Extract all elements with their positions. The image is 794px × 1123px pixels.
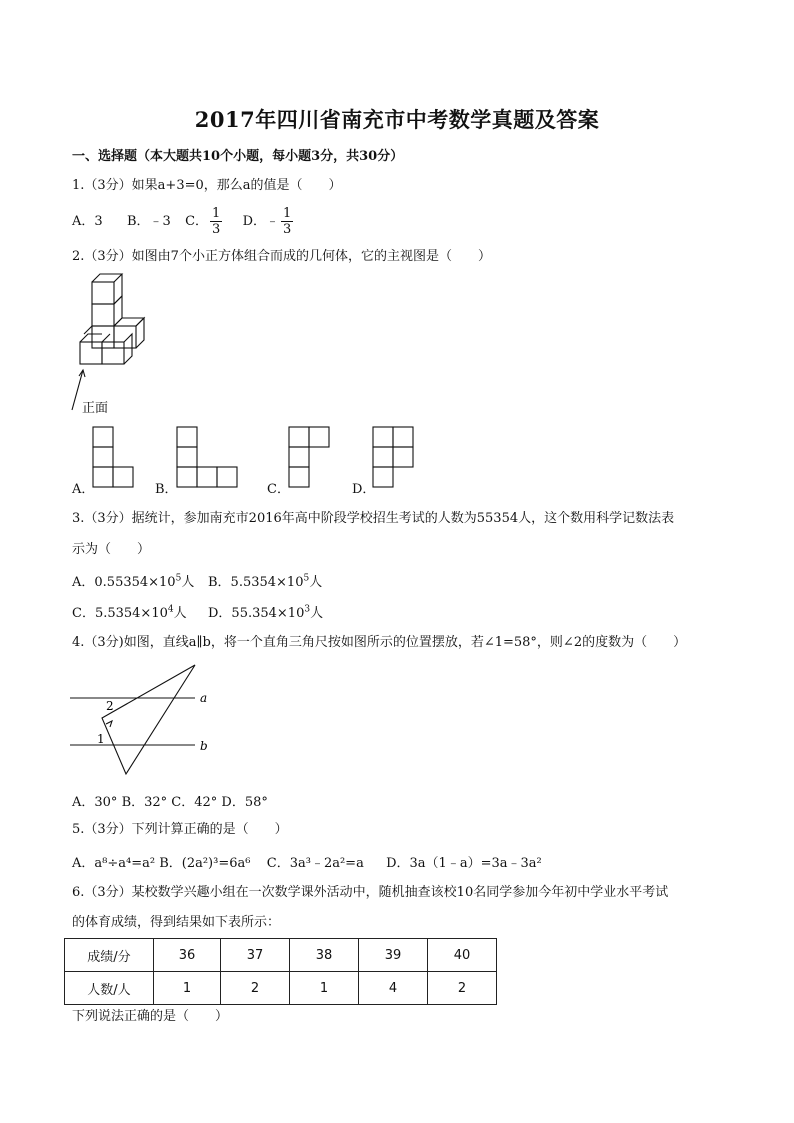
option-d-label: D．﹣ (242, 214, 280, 229)
line-b-label: b (200, 739, 208, 753)
page-title: 2017年四川省南充市中考数学真题及答案 (194, 107, 600, 132)
option-b: B．﹣3 (126, 214, 171, 229)
angle-2-label: 2 (106, 699, 114, 713)
question-4-stem: 4.（3分)如图，直线a∥b，将一个直角三角尺按如图所示的位置摆放，若∠1=58°，则∠2的度数为（ ） (72, 635, 687, 650)
option-c: C． (267, 482, 290, 497)
question-4-options: A．30° B．32° C．42° D．58° (72, 795, 268, 810)
table-row (65, 939, 497, 972)
option-b: B．(2a²)³=6a⁶ (159, 856, 251, 871)
option-b: B． (155, 482, 178, 497)
parallel-lines-triangle-figure (70, 660, 220, 780)
table-cell: 40 (428, 939, 497, 972)
table-cell: 38 (290, 939, 359, 972)
angle-1-label: 1 (97, 732, 105, 746)
table-cell: 2 (221, 972, 290, 1005)
question-3-option-a: A．$0.55354\times 10^5$人 (72, 573, 195, 590)
table-cell: 2 (428, 972, 497, 1005)
section-heading: 一、选择题（本大题共10个小题，每小题3分，共30分） (72, 149, 404, 164)
table-cell: 39 (359, 939, 428, 972)
option-d-view (372, 426, 416, 488)
question-1-stem: 1.（3分）如果a+3=0，那么a的值是（ ） (72, 178, 342, 193)
table-cell: 成绩/分 (65, 939, 154, 972)
option-d: D．3a（1﹣a）=3a﹣3a² (386, 856, 542, 871)
cube-solid-figure (70, 270, 160, 420)
option-d: D． (352, 482, 376, 497)
table-cell: 37 (221, 939, 290, 972)
option-c-view (288, 426, 332, 488)
option-a-view (92, 426, 136, 488)
question-1-options (72, 206, 295, 237)
table-cell: 1 (290, 972, 359, 1005)
option-c: C．3a³﹣2a²=a (266, 856, 364, 871)
line-a-label: a (200, 691, 208, 705)
question-3-option-b: B．$5.5354\times 10^5$人 (208, 573, 323, 590)
question-6-stem-line2: 的体育成绩，得到结果如下表所示： (72, 915, 281, 930)
question-5-options (72, 852, 542, 871)
option-c-label: C． (185, 214, 209, 229)
question-3-stem-line2: 示为（ ） (72, 542, 151, 557)
question-3-stem-line1: 3.（3分）据统计，参加南充市2016年高中阶段学校招生考试的人数为55354人，这个数用科学记数法表 (72, 511, 675, 526)
option-a: A．3 (72, 214, 103, 229)
question-3-option-c: C．$5.5354\times 10^4$人 (72, 604, 187, 621)
question-6-stem-line1: 6.（3分）某校数学兴趣小组在一次数学课外活动中，随机抽查该校10名同学参加今年初中学业水平考试 (72, 885, 669, 900)
question-6-after: 下列说法正确的是（ ） (72, 1009, 229, 1024)
score-table (64, 938, 497, 1005)
table-row (65, 972, 497, 1005)
question-3-option-d: D．$55.354\times 10^3$人 (208, 604, 324, 621)
question-5-stem: 5.（3分）下列计算正确的是（ ） (72, 822, 288, 837)
option-c-fraction: $\frac{1}{3}$ (212, 206, 221, 237)
option-d-fraction: $\frac{1}{3}$ (283, 206, 292, 237)
table-cell: 人数/人 (65, 972, 154, 1005)
front-label: 正面 (82, 401, 109, 416)
option-a: A． (72, 482, 95, 497)
table-cell: 1 (154, 972, 221, 1005)
table-cell: 4 (359, 972, 428, 1005)
option-a: A．a⁸÷a⁴=a² (72, 856, 156, 871)
question-2-stem: 2.（3分）如图由7个小正方体组合而成的几何体，它的主视图是（ ） (72, 249, 491, 264)
option-b-view (176, 426, 240, 488)
table-cell: 36 (154, 939, 221, 972)
